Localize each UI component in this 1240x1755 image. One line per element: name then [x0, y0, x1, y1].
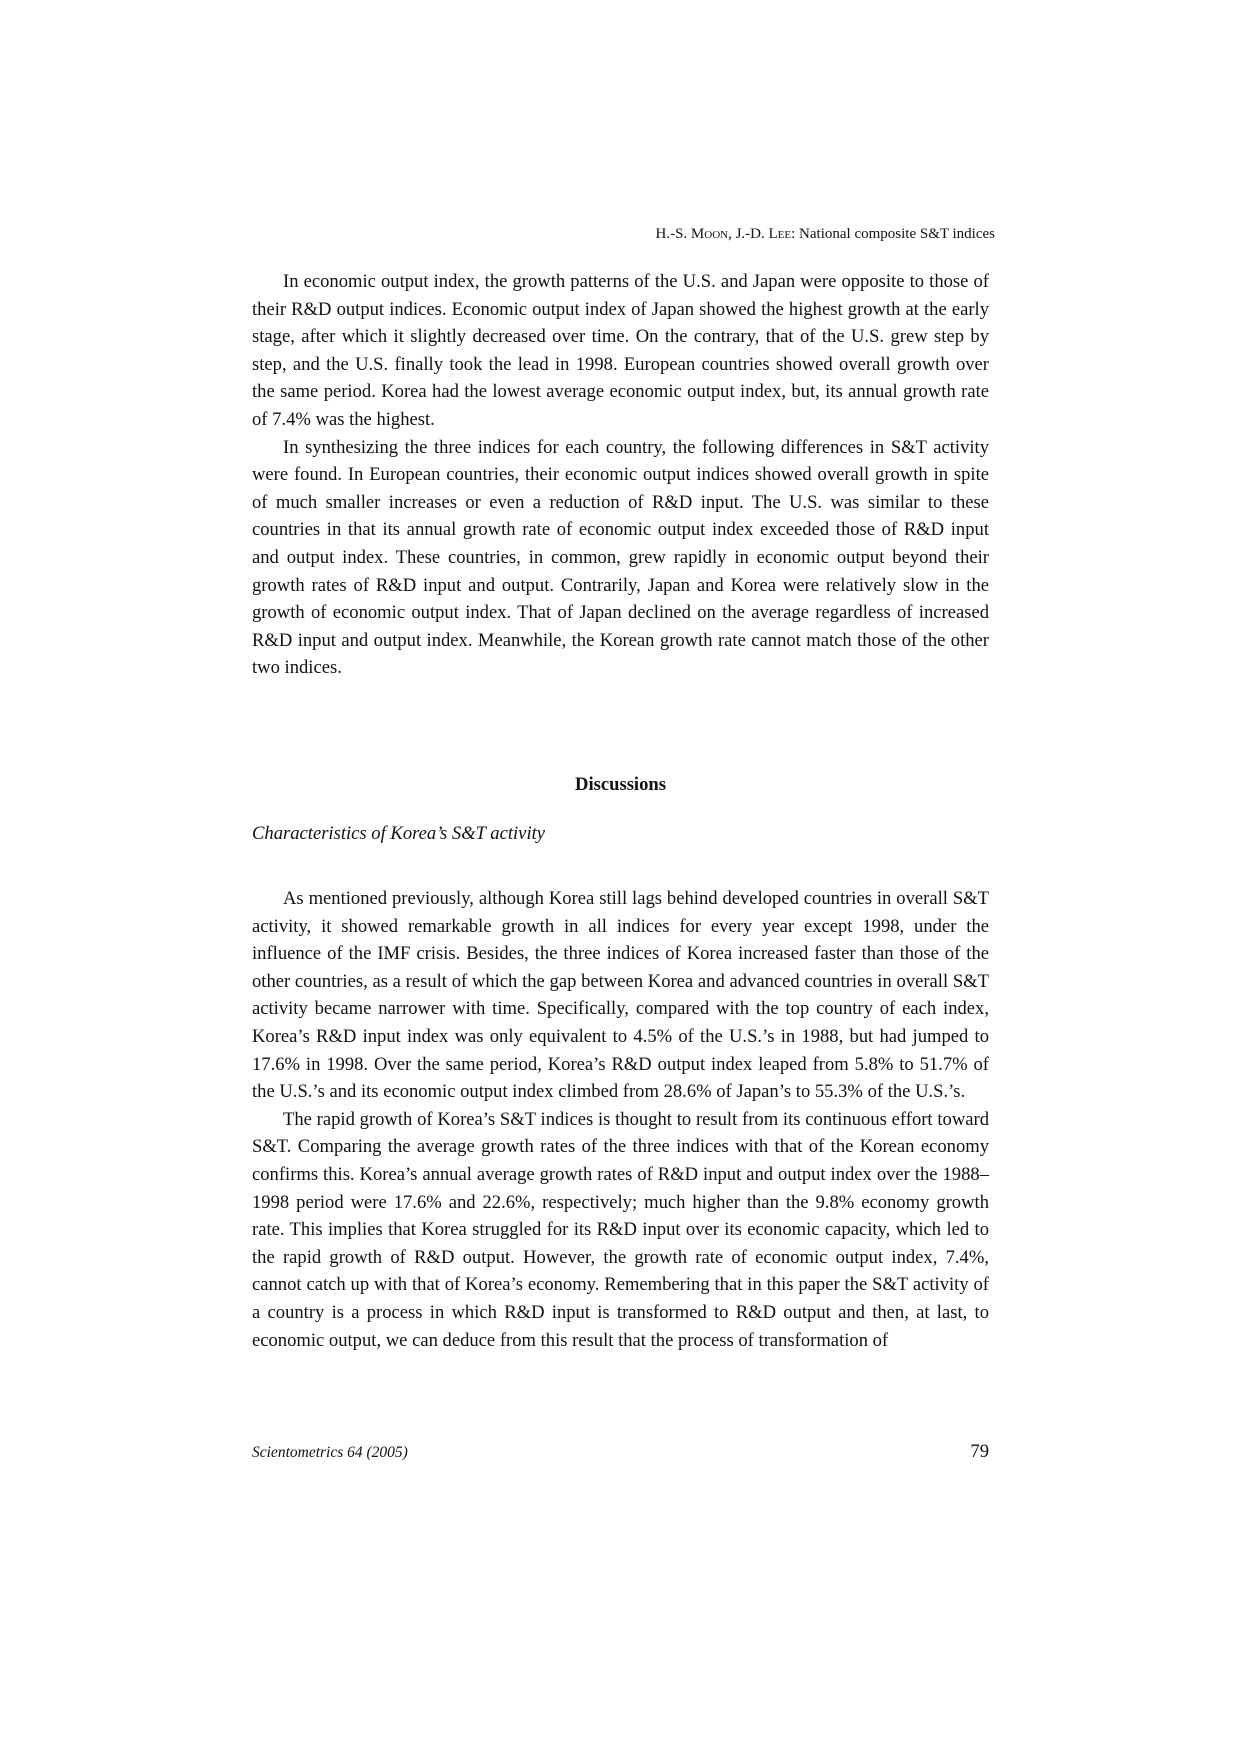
author-surname: Moon — [690, 226, 729, 242]
subsection-heading: Characteristics of Korea’s S&T activity — [252, 823, 546, 844]
author-surname: Lee — [768, 226, 792, 242]
section-heading: Discussions — [575, 774, 666, 795]
author-separator: , J.-D. — [728, 226, 769, 242]
results-text-block — [252, 268, 989, 682]
running-head — [656, 226, 996, 243]
discussion-text-block — [252, 885, 989, 1354]
author-initials: H.-S. — [655, 226, 691, 242]
journal-citation: Scientometrics 64 (2005) — [252, 1444, 408, 1461]
paragraph: In synthesizing the three indices for each country, the following differences in S&T activity were found. In European countries, their economic output indices showed overall growth in spite of much smaller increases or even a reduction of R&D input. The U.S. was similar to these countries in that its annual growth rate of economic output index exceeded those of R&D input and output index. These countries, in common, grew rapidly in economic output beyond their growth rates of R&D input and output. Contrarily, Japan and Korea were relatively slow in the growth of economic output index. That of Japan declined on the average regardless of increased R&D input and output index. Meanwhile, the Korean growth rate cannot match those of the other two indices. — [252, 436, 989, 679]
paragraph: As mentioned previously, although Korea still lags behind developed countries in overall S&T activity, it showed remarkable growth in all indices for every year except 1998, under the influence of the IMF crisis. Besides, the three indices of Korea increased faster than those of the other countries, as a result of which the gap between Korea and advanced countries in overall S&T activity became narrower with time. Specifically, compared with the top country of each index, Korea’s R&D input index was only equivalent to 4.5% of the U.S.’s in 1988, but had jumped to 17.6% in 1998. Over the same period, Korea’s R&D output index leaped from 5.8% to 51.7% of the U.S.’s and its economic output index climbed from 28.6% of Japan’s to 55.3% of the U.S.’s. — [252, 888, 989, 1103]
paragraph: In economic output index, the growth patterns of the U.S. and Japan were opposite to those of their R&D output indices. Economic output index of Japan showed the highest growth at the early stage, after which it slightly decreased over time. On the contrary, that of the U.S. grew step by step, and the U.S. finally took the lead in 1998. European countries showed overall growth over the same period. Korea had the lowest average economic output index, but, its annual growth rate of 7.4% was the highest. — [252, 271, 989, 430]
paragraph: The rapid growth of Korea’s S&T indices is thought to result from its continuous effort toward S&T. Comparing the average growth rates of the three indices with that of the Korean economy confirms this. Korea’s annual average growth rates of R&D input and output index over the 1988–1998 period were 17.6% and 22.6%, respectively; much higher than the 9.8% economy growth rate. This implies that Korea struggled for its R&D input over its economic capacity, which led to the rapid growth of R&D output. However, the growth rate of economic output index, 7.4%, cannot catch up with that of Korea’s economy. Remembering that in this paper the S&T activity of a country is a process in which R&D input is transformed to R&D output and then, at last, to economic output, we can deduce from this result that the process of transformation of — [252, 1108, 989, 1351]
running-title: : National composite S&T indices — [791, 226, 995, 242]
page-number: 79 — [970, 1441, 989, 1462]
